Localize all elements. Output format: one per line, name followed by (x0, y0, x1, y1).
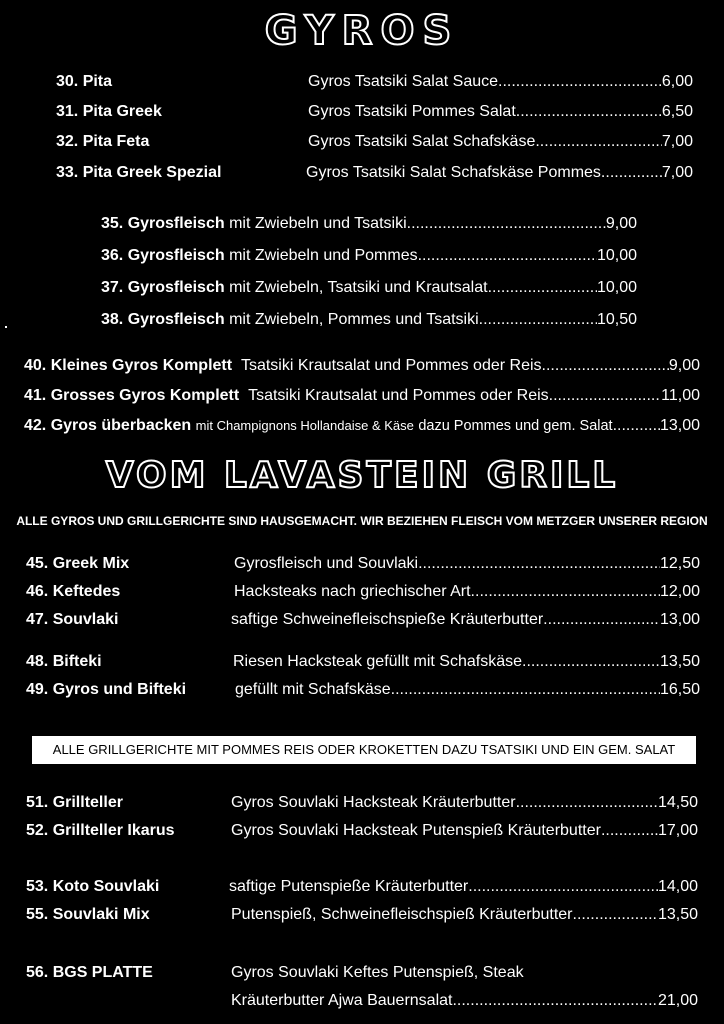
item-price: 6,50 (661, 103, 693, 120)
item-desc: Kräuterbutter Ajwa Bauernsalat (231, 992, 453, 1009)
item-name: 48. Bifteki (26, 653, 102, 670)
item-price: 10,00 (596, 247, 637, 264)
item-price: 11,00 (661, 387, 700, 404)
item-price: 10,00 (596, 279, 637, 296)
item-desc: Gyros Tsatsiki Salat Sauce (308, 73, 499, 90)
item-name: 41. Grosses Gyros Komplett (24, 387, 240, 404)
item-price: 16,50 (659, 681, 700, 698)
item-price: 21,00 (657, 992, 698, 1009)
item-desc: Gyros Souvlaki Hacksteak Putenspieß Kräuterbutter (231, 822, 601, 839)
menu-item (24, 356, 700, 376)
item-price: 6,00 (661, 73, 693, 90)
item-name: 40. Kleines Gyros Komplett (24, 357, 233, 374)
title-lavastein-grill: VOM LAVASTEIN GRILL (105, 455, 619, 496)
item-desc: Tsatsiki Krautsalat und Pommes oder Reis (248, 387, 549, 404)
item-desc: mit Zwiebeln und Tsatsiki (229, 215, 407, 232)
item-desc: saftige Schweinefleischspieße Kräuterbutter (231, 611, 544, 628)
item-price: 13,00 (659, 611, 700, 628)
item-price: 13,50 (659, 653, 700, 670)
item-price: 9,00 (605, 215, 637, 232)
item-name: 53. Koto Souvlaki (26, 878, 160, 895)
item-price: 14,50 (657, 794, 698, 811)
item-name: 49. Gyros und Bifteki (26, 681, 187, 698)
item-price: 12,00 (659, 583, 700, 600)
item-name: 38. Gyrosfleisch (101, 311, 225, 328)
item-price: 17,00 (657, 822, 698, 839)
item-desc: Gyros Souvlaki Hacksteak Kräuterbutter (231, 794, 516, 811)
item-price: 7,00 (661, 164, 693, 181)
stray-dot (5, 326, 7, 328)
title-gyros: GYROS (264, 8, 460, 54)
menu-item (24, 416, 700, 436)
menu-item (24, 386, 700, 406)
item-price: 7,00 (661, 133, 693, 150)
item-desc: Riesen Hacksteak gefüllt mit Schafskäse (233, 653, 523, 670)
item-desc: gefüllt mit Schafskäse (235, 681, 391, 698)
item-desc: Gyrosfleisch und Souvlaki (234, 555, 419, 572)
note-hausgemacht: ALLE GYROS UND GRILLGERICHTE SIND HAUSGEMACHT. WIR BEZIEHEN FLEISCH VOM METZGER UNSERER REGION (16, 514, 708, 528)
item-price: 10,50 (596, 311, 637, 328)
item-name: 52. Grillteller Ikarus (26, 822, 175, 839)
item-desc: Hacksteaks nach griechischer Art (234, 583, 471, 600)
item-name: 33. Pita Greek Spezial (56, 164, 222, 181)
item-name: 31. Pita Greek (56, 103, 162, 120)
item-desc: mit Zwiebeln, Tsatsiki und Krautsalat (229, 279, 488, 296)
item-name: 56. BGS PLATTE (26, 964, 153, 981)
item-desc: Gyros Tsatsiki Salat Schafskäse (308, 133, 536, 150)
item-name: 47. Souvlaki (26, 611, 119, 628)
item-desc-line1: Gyros Souvlaki Keftes Putenspieß, Steak (231, 964, 524, 981)
menu-item (101, 246, 637, 266)
item-name: 32. Pita Feta (56, 133, 150, 150)
item-name: 45. Greek Mix (26, 555, 130, 572)
menu-item (101, 310, 637, 330)
item-name: 51. Grillteller (26, 794, 123, 811)
item-price: 12,50 (659, 555, 700, 572)
item-desc: Putenspieß, Schweinefleischspieß Kräuterbutter (231, 906, 573, 923)
item-desc: mit Zwiebeln, Pommes und Tsatsiki (229, 311, 479, 328)
item-desc: mit Zwiebeln und Pommes (229, 247, 418, 264)
item-name: 42. Gyros überbacken (24, 417, 192, 434)
item-name: 55. Souvlaki Mix (26, 906, 150, 923)
item-desc: Gyros Tsatsiki Salat Schafskäse Pommes (306, 164, 601, 181)
item-price: 14,00 (657, 878, 698, 895)
item-name: 37. Gyrosfleisch (101, 279, 225, 296)
item-desc: Gyros Tsatsiki Pommes Salat (308, 103, 516, 120)
menu-item (101, 278, 637, 298)
menu-item (101, 214, 637, 234)
item-price: 9,00 (668, 357, 700, 374)
item-desc: dazu Pommes und gem. Salat (418, 418, 613, 434)
item-desc-small: mit Champignons Hollandaise & Käse (195, 418, 414, 433)
item-desc: saftige Putenspieße Kräuterbutter (229, 878, 469, 895)
item-name: 36. Gyrosfleisch (101, 247, 225, 264)
item-price: 13,00 (659, 417, 700, 434)
item-price: 13,50 (657, 906, 698, 923)
banner-grillgerichte: ALLE GRILLGERICHTE MIT POMMES REIS ODER KROKETTEN DAZU TSATSIKI UND EIN GEM. SALAT (32, 736, 696, 764)
item-name: 30. Pita (56, 73, 113, 90)
item-name: 35. Gyrosfleisch (101, 215, 225, 232)
item-desc: Tsatsiki Krautsalat und Pommes oder Reis (240, 357, 542, 374)
item-name: 46. Keftedes (26, 583, 121, 600)
